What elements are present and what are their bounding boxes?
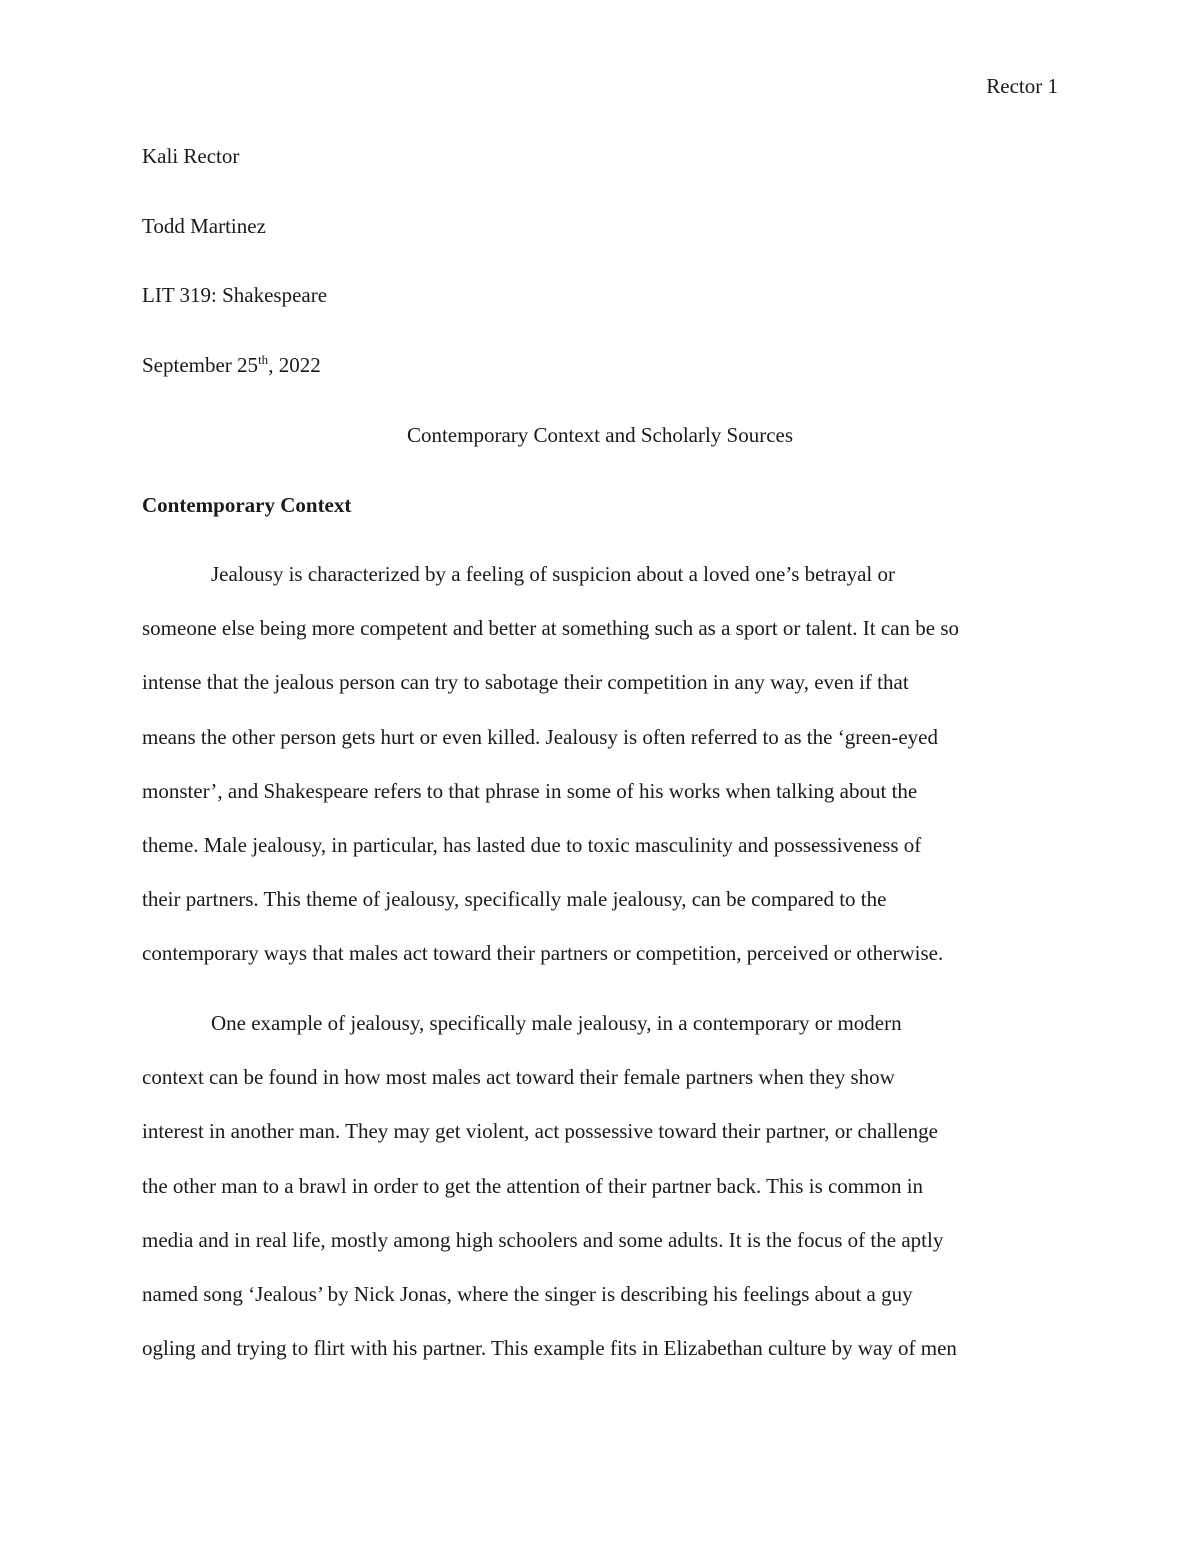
running-head: Rector 1 <box>986 74 1058 98</box>
paragraph-line: media and in real life, mostly among high schoolers and some adults. It is the focus of the aptly <box>142 1227 944 1252</box>
paragraph-line: their partners. This theme of jealousy, specifically male jealousy, can be compared to the <box>142 887 887 912</box>
paragraph-line: intense that the jealous person can try to sabotage their competition in any way, even if that <box>142 670 909 695</box>
section-heading: Contemporary Context <box>142 493 352 517</box>
paragraph-line: named song ‘Jealous’ by Nick Jonas, where the singer is describing his feelings about a guy <box>142 1281 913 1306</box>
paragraph-line: Jealousy is characterized by a feeling of suspicion about a loved one’s betrayal or <box>211 562 896 586</box>
instructor-name: Todd Martinez <box>142 214 266 238</box>
paper-title: Contemporary Context and Scholarly Sources <box>406 423 794 447</box>
paragraph-line: context can be found in how most males act toward their female partners when they show <box>142 1065 895 1090</box>
paragraph-line: monster’, and Shakespeare refers to that phrase in some of his works when talking about the <box>142 778 918 803</box>
paragraph-line: interest in another man. They may get violent, act possessive toward their partner, or challenge <box>142 1119 938 1144</box>
paragraph-line: ogling and trying to flirt with his partner. This example fits in Elizabethan culture by way of men <box>142 1336 957 1361</box>
paragraph-line: someone else being more competent and better at something such as a sport or talent. It can be so <box>142 616 960 641</box>
date-line <box>142 351 321 379</box>
paragraph-line: One example of jealousy, specifically male jealousy, in a contemporary or modern <box>211 1011 902 1035</box>
date-suffix: , 2022 <box>268 353 321 377</box>
paragraph-line: the other man to a brawl in order to get the attention of their partner back. This is common in <box>142 1173 924 1198</box>
paragraph-line: theme. Male jealousy, in particular, has lasted due to toxic masculinity and possessiveness of <box>142 832 922 857</box>
paragraph-line: means the other person gets hurt or even killed. Jealousy is often referred to as the ‘green-eyed <box>142 724 938 749</box>
paragraph <box>142 560 1060 994</box>
paragraph <box>142 1009 1060 1388</box>
author-name: Kali Rector <box>142 144 240 168</box>
date-superscript: th <box>258 352 269 367</box>
course-name: LIT 319: Shakespeare <box>142 283 328 307</box>
date-prefix: September 25 <box>142 353 259 377</box>
paragraph-line: contemporary ways that males act toward their partners or competition, perceived or otherwise. <box>142 941 944 966</box>
